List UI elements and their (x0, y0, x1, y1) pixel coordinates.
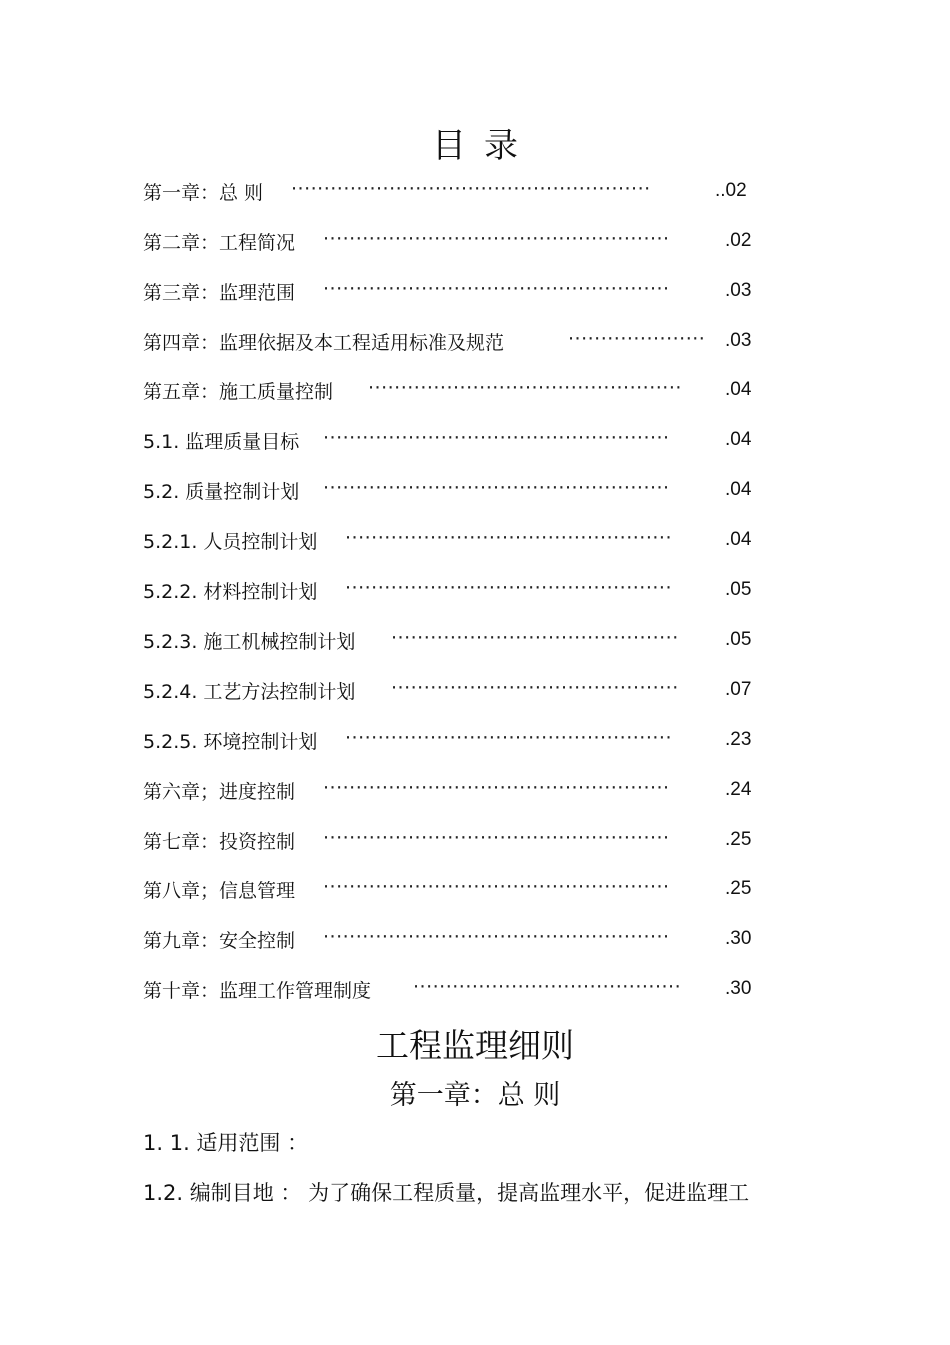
toc-entry[interactable] (143, 827, 763, 857)
toc-entry[interactable] (143, 976, 763, 1006)
toc-entry-label: 第六章；进度控制 (143, 781, 296, 803)
toc-leader-dots: ····················································· (323, 278, 670, 300)
toc-entry[interactable] (143, 727, 763, 757)
toc-leader-dots: ····················································· (323, 876, 670, 898)
toc-leader-dots: ·················································· (345, 577, 672, 599)
paragraph-purpose: 1.2. 编制目地 ： 为了确保工程质量，提高监理水平，促进监理工 (143, 1181, 750, 1205)
toc-leader-dots: ············································ (391, 627, 679, 649)
toc-entry[interactable] (143, 477, 763, 507)
toc-entry[interactable] (143, 677, 763, 707)
toc-page-number: .04 (725, 529, 752, 550)
toc-page-number: .04 (725, 379, 752, 400)
toc-leader-dots: ·················································· (345, 527, 672, 549)
toc-leader-dots: ····················································· (323, 427, 670, 449)
toc-leader-dots: ····················································· (323, 926, 670, 948)
toc-entry-label: 5.2.4. 工艺方法控制计划 (143, 681, 356, 703)
toc-entry[interactable] (143, 926, 763, 956)
paragraph-scope: 1. 1. 适用范围 ： (143, 1131, 309, 1155)
toc-entry-label: 第十章：监理工作管理制度 (143, 980, 372, 1002)
toc-entry-label: 第九章：安全控制 (143, 930, 296, 952)
toc-entry-label: 5.2.3. 施工机械控制计划 (143, 631, 356, 653)
toc-entry-label: 第四章：监理依据及本工程适用标准及规范 (143, 332, 505, 354)
toc-entry-label: 5.2.2. 材料控制计划 (143, 581, 318, 603)
toc-entry-label: 5.2. 质量控制计划 (143, 481, 300, 503)
toc-page-number: .07 (725, 679, 752, 700)
toc-entry-label: 5.1. 监理质量目标 (143, 431, 300, 453)
toc-page-number: .02 (725, 230, 752, 251)
toc-entry[interactable] (143, 328, 763, 358)
toc-entry[interactable] (143, 876, 763, 906)
toc-page-number: .25 (725, 829, 752, 850)
toc-page-number: .23 (725, 729, 752, 750)
toc-page-number: .04 (725, 429, 752, 450)
toc-entry-label: 第二章：工程简况 (143, 232, 296, 254)
toc-page-number: .03 (725, 330, 752, 351)
toc-entry-label: 第八章；信息管理 (143, 880, 296, 902)
toc-page-number: ..02 (715, 180, 747, 201)
toc-entry[interactable] (143, 278, 763, 308)
toc-title: 目录 (432, 126, 536, 166)
toc-page-number: .30 (725, 978, 752, 999)
toc-entry-label: 第七章：投资控制 (143, 831, 296, 853)
toc-entry[interactable] (143, 777, 763, 807)
document-title: 工程监理细则 (376, 1026, 574, 1065)
toc-leader-dots: ····················································· (323, 777, 670, 799)
toc-leader-dots: ······················································· (291, 178, 651, 200)
toc-entry[interactable] (143, 228, 763, 258)
toc-leader-dots: ············································ (391, 677, 679, 699)
toc-leader-dots: ·················································· (345, 727, 672, 749)
toc-leader-dots: ····················································· (323, 228, 670, 250)
toc-leader-dots: ····················································· (323, 477, 670, 499)
toc-leader-dots: ········································· (413, 976, 682, 998)
toc-page-number: .05 (725, 629, 752, 650)
toc-entry-label: 5.2.1. 人员控制计划 (143, 531, 318, 553)
toc-leader-dots: ····················· (568, 328, 706, 350)
toc-leader-dots: ····················································· (323, 827, 670, 849)
toc-entry[interactable] (143, 178, 763, 208)
toc-leader-dots: ················································ (368, 377, 682, 399)
toc-page-number: .03 (725, 280, 752, 301)
toc-entry-label: 第五章：施工质量控制 (143, 381, 334, 403)
toc-entry[interactable] (143, 577, 763, 607)
toc-entry-label: 5.2.5. 环境控制计划 (143, 731, 318, 753)
toc-page-number: .24 (725, 779, 752, 800)
toc-page-number: .25 (725, 878, 752, 899)
toc-entry[interactable] (143, 527, 763, 557)
toc-page-number: .04 (725, 479, 752, 500)
chapter-title: 第一章：总 则 (389, 1080, 561, 1111)
toc-entry-label: 第一章：总 则 (143, 182, 264, 204)
toc-page-number: .30 (725, 928, 752, 949)
toc-entry[interactable] (143, 377, 763, 407)
toc-page-number: .05 (725, 579, 752, 600)
toc-entry-label: 第三章：监理范围 (143, 282, 296, 304)
toc-entry[interactable] (143, 627, 763, 657)
toc-entry[interactable] (143, 427, 763, 457)
